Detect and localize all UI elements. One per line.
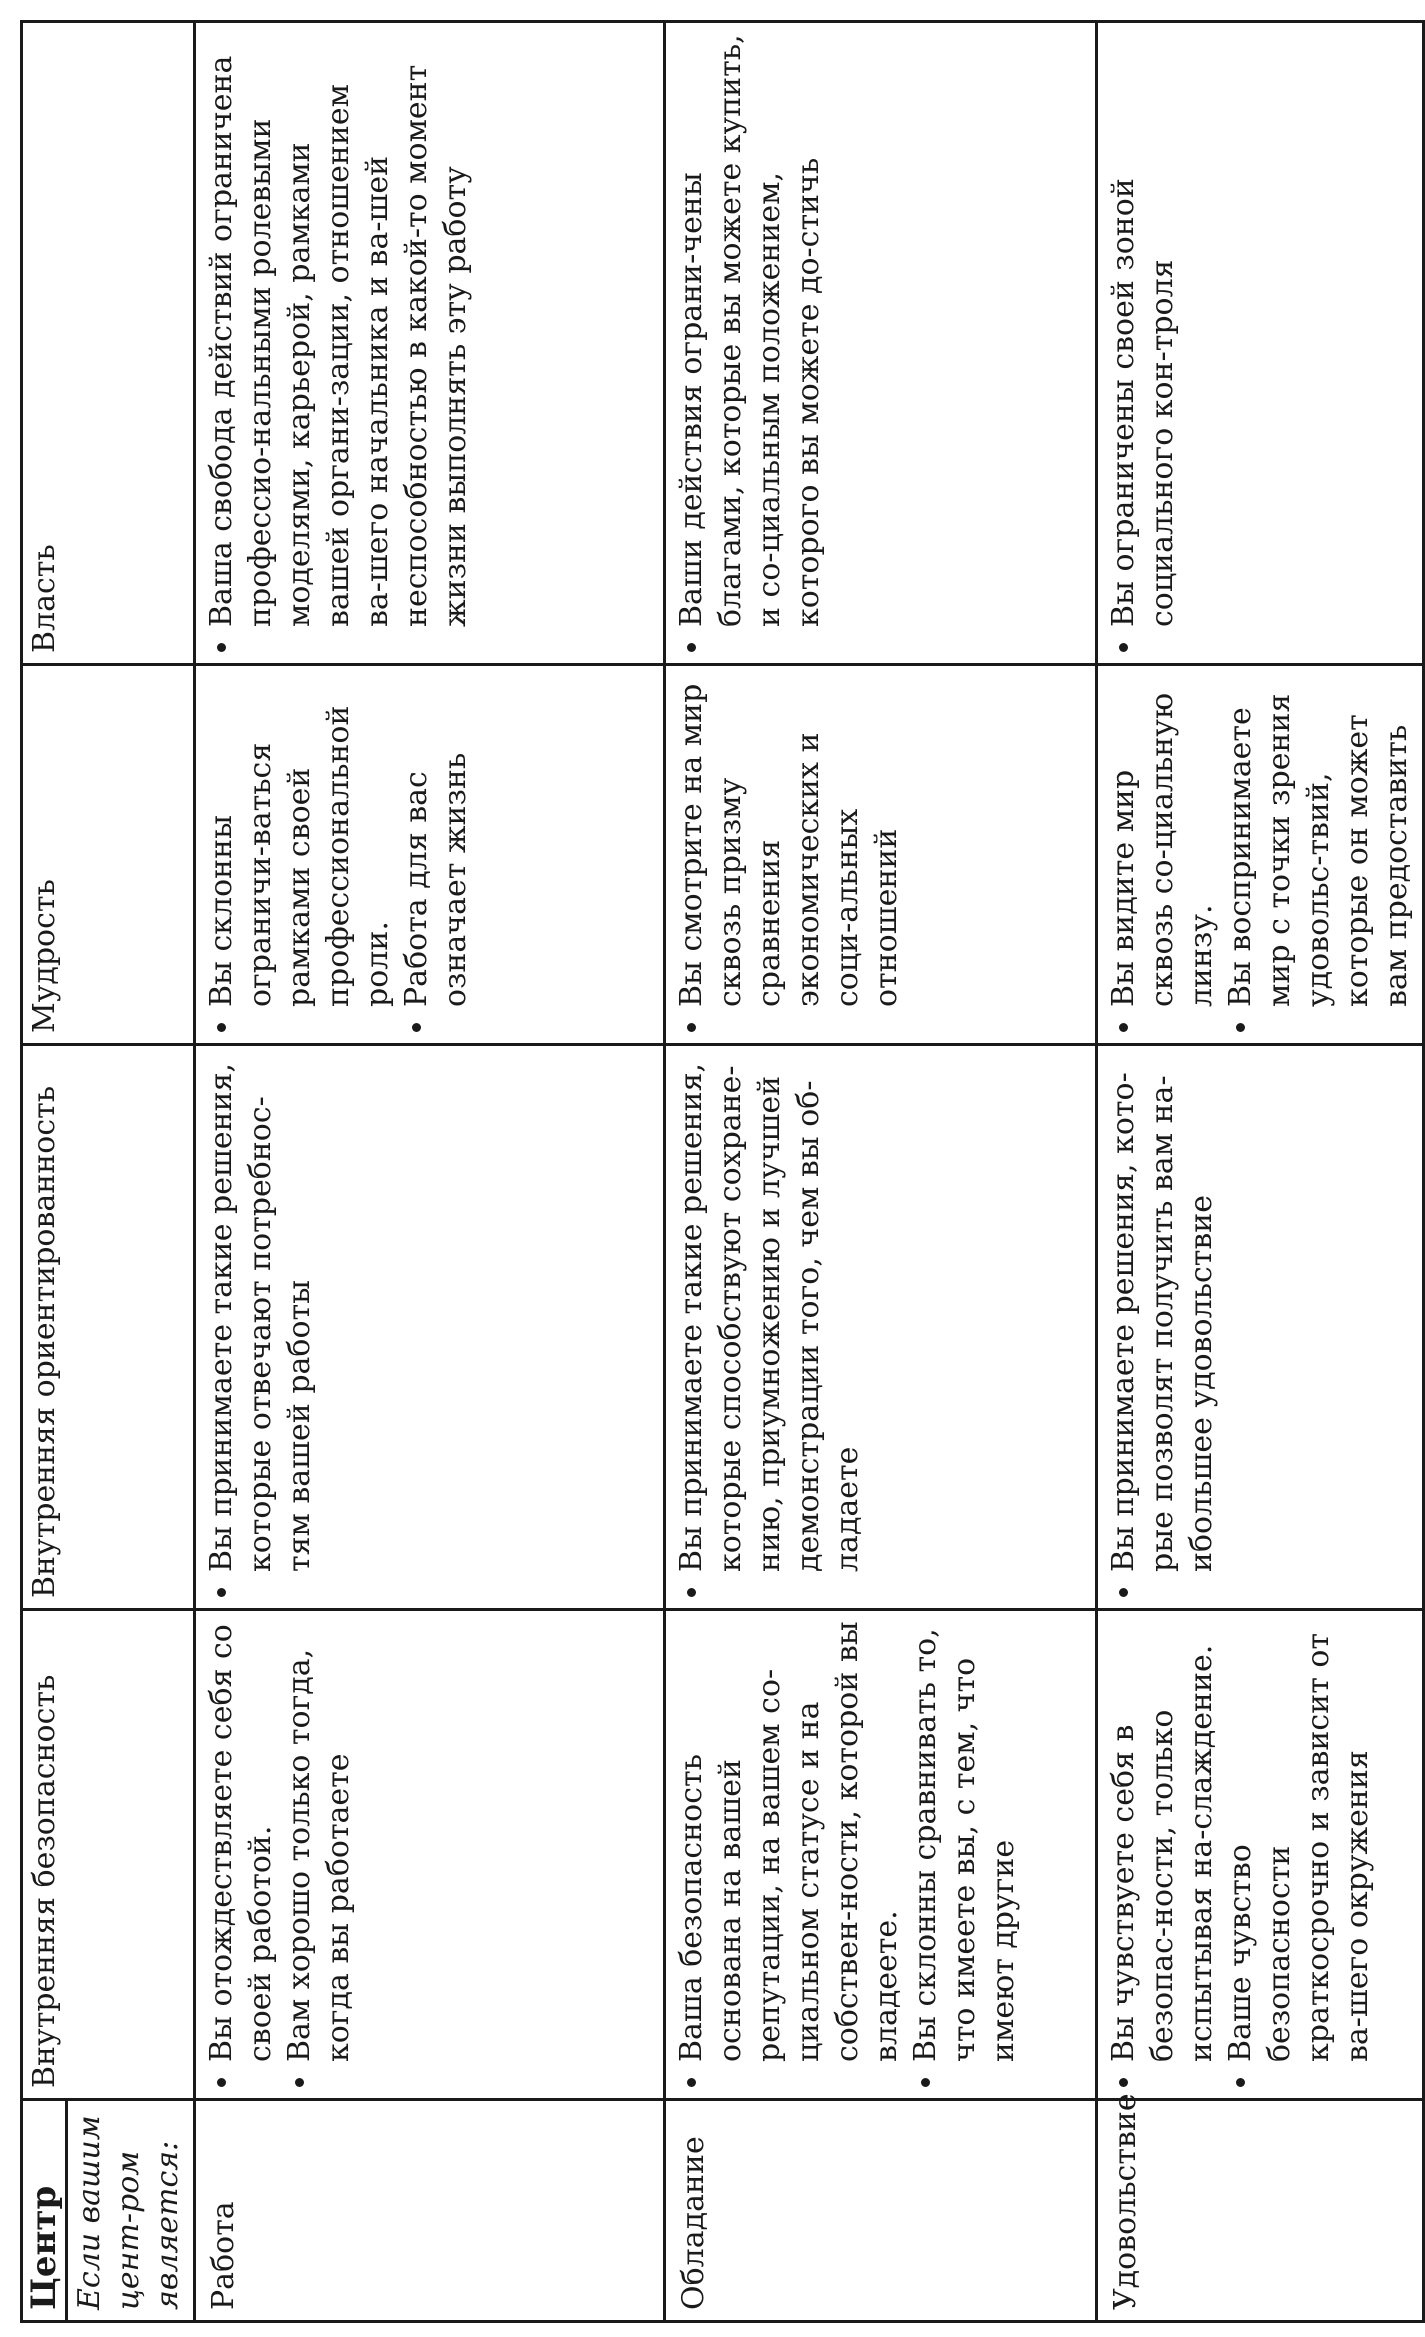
list-item: • Вы ограничены своей зоной социального кон-троля	[1104, 33, 1182, 627]
list-item: • Вы принимаете решения, кото-рые позволят получить вам на-ибольшее удовольствие	[1104, 1056, 1221, 1572]
list-item: • Вы склонны сравнивать то, что имеете вы, с тем, что имеют другие	[906, 1621, 1023, 2062]
list-item: • Вы смотрите на мир сквозь призму сравнения экономических и соци-альных отношений	[672, 676, 906, 1007]
table-cell	[665, 1610, 1097, 2100]
row-label: Работа	[195, 2100, 665, 2322]
list-item: • Вы воспринимаете мир с точки зрения удовольс-твий, которые он может вам предоставить	[1221, 676, 1416, 1007]
header-center-sub: Если вашим цент-ром является:	[67, 2100, 195, 2322]
table-cell	[665, 1045, 1097, 1610]
list-item: • Работа для вас означает жизнь	[397, 676, 475, 1007]
table-row	[665, 22, 1097, 2322]
list-item: • Вы склонны ограничи-ваться рамками своей профессиональной роли.	[202, 676, 397, 1007]
list-item: • Вы принимаете такие решения, которые отвечают потребнос-тям вашей работы	[202, 1056, 319, 1572]
list-item: • Ваша свобода действий ограничена профессио-нальными ролевыми моделями, карьерой, рамками вашей органи-зации, отношением ва-шего начальника и ва-шей неспособностью в какой-то момент жизни выполнять эту работу	[202, 33, 475, 627]
row-label: Удовольствие	[1097, 2100, 1424, 2322]
header-wisdom: Мудрость	[22, 665, 195, 1045]
header-inner-security: Внутренняя безопасность	[22, 1610, 195, 2100]
table-row	[1097, 22, 1424, 2322]
header-inner-orientation: Внутренняя ориентированность	[22, 1045, 195, 1610]
header-power: Власть	[22, 22, 195, 665]
table-cell	[1097, 665, 1424, 1045]
table-cell	[195, 1045, 665, 1610]
table-cell	[195, 22, 665, 665]
list-item: • Вы чувствуете себя в безопас-ности, только испытывая на-слаждение.	[1104, 1621, 1221, 2062]
list-item: • Ваши действия ограни-чены благами, которые вы можете купить, и со-циальным положением, которого вы можете до-стичь	[672, 33, 828, 627]
table-cell	[195, 1610, 665, 2100]
header-center: Центр	[22, 2100, 67, 2322]
list-item: • Вы видите мир сквозь со-циальную линзу.	[1104, 676, 1221, 1007]
table-cell	[1097, 1045, 1424, 1610]
list-item: • Ваша безопасность основана на вашей репутации, на вашем со-циальном статусе и на собствен-ности, которой вы владеете.	[672, 1621, 906, 2062]
centers-table	[20, 20, 1425, 2323]
rotated-page	[20, 23, 1414, 2323]
table-cell	[195, 665, 665, 1045]
row-label: Обладание	[665, 2100, 1097, 2322]
table-cell	[1097, 1610, 1424, 2100]
header-row	[22, 22, 67, 2322]
list-item: • Вы принимаете такие решения, которые способствуют сохране-нию, приумножению и лучшей демонстрации того, чем вы об-ладаете	[672, 1056, 867, 1572]
table-cell	[665, 665, 1097, 1045]
list-item: • Ваше чувство безопасности краткосрочно и зависит от ва-шего окружения	[1221, 1621, 1377, 2062]
table-cell	[1097, 22, 1424, 665]
list-item: • Вам хорошо только тогда, когда вы работаете	[280, 1621, 358, 2062]
table-cell	[665, 22, 1097, 665]
table-row	[195, 22, 665, 2322]
list-item: • Вы отождествляете себя со своей работой.	[202, 1621, 280, 2062]
